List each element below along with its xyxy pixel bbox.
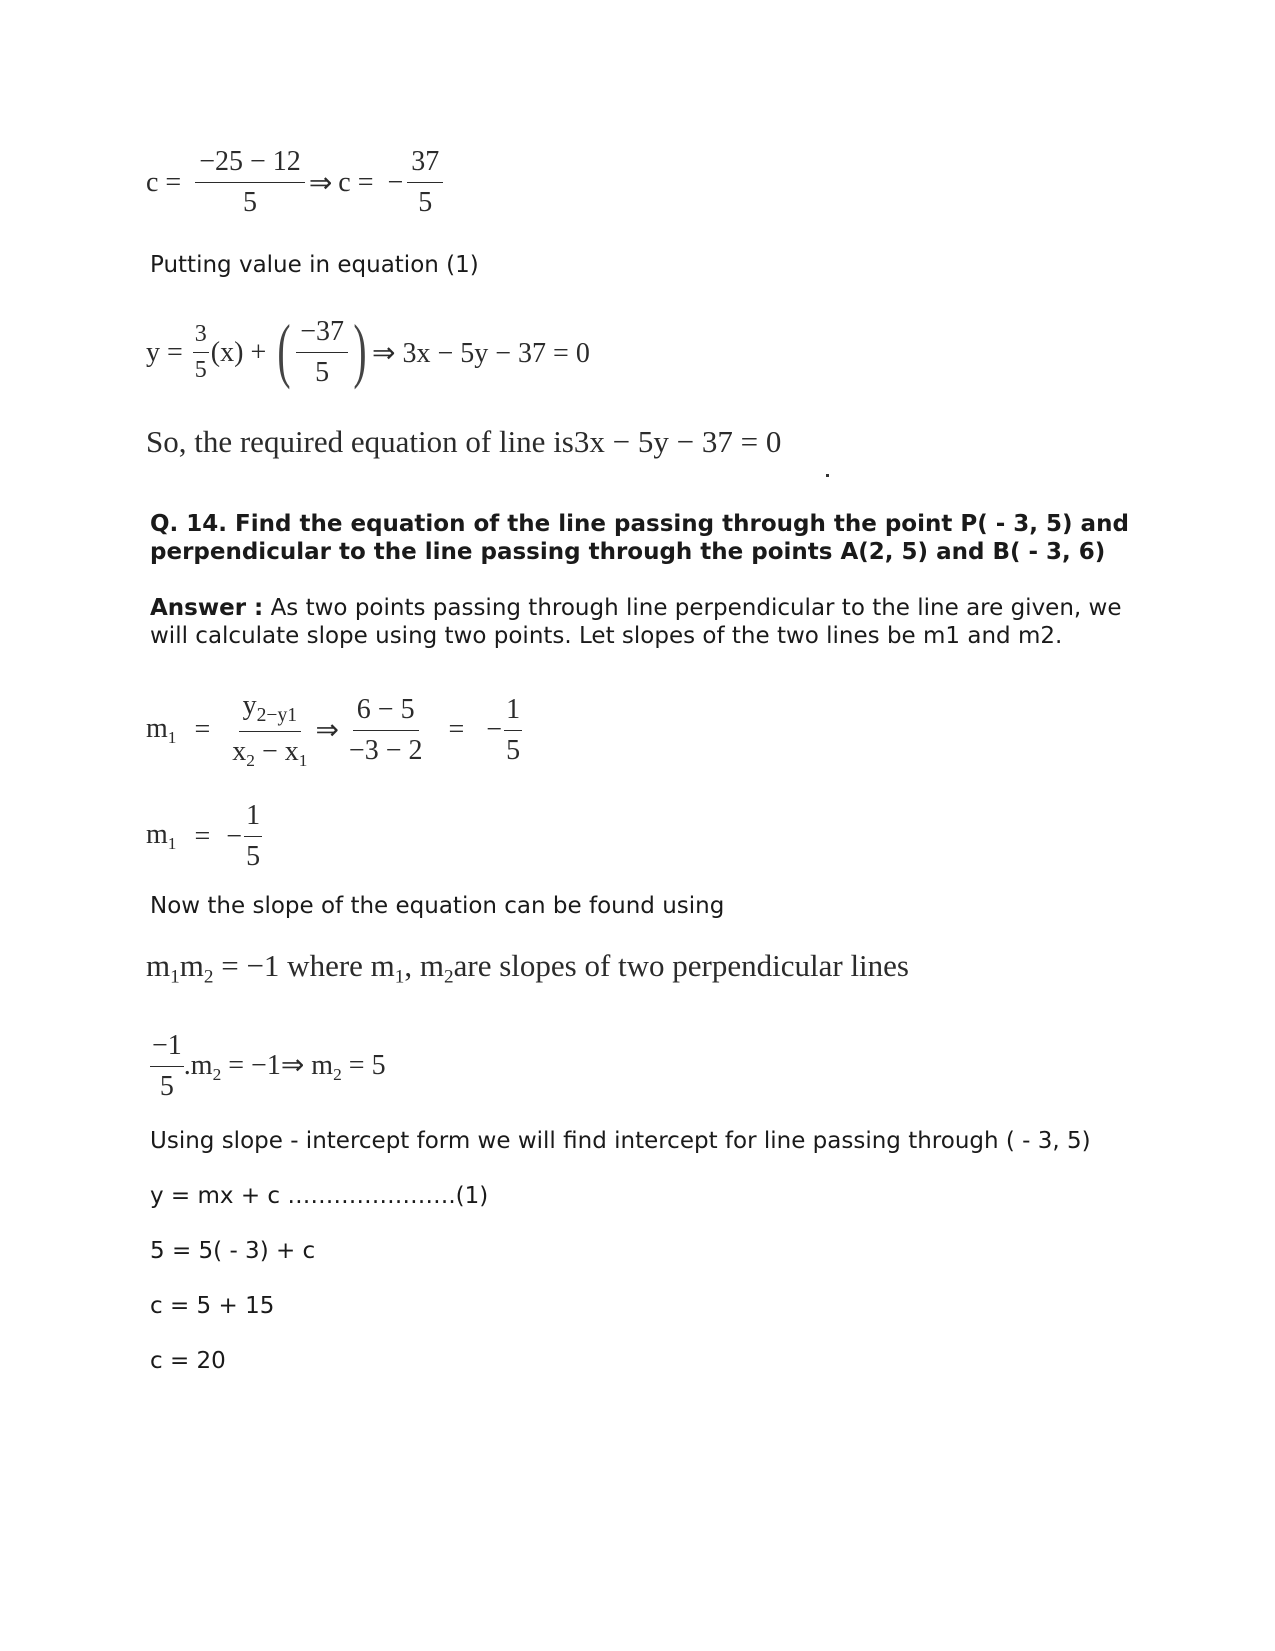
answer-paragraph	[150, 594, 1130, 650]
perpendicular-condition-line: $m_1m_2 = -1$ where $m_1$, $m_2are$ slopes of two perpendicular lines	[146, 948, 909, 988]
eq-c-fraction-1	[195, 146, 305, 219]
eq-c-lhs: c =	[146, 166, 182, 198]
equation-c-result: c = 20	[150, 1348, 226, 1374]
eq-y-fraction-1	[193, 321, 209, 384]
m1-result-denominator: 5	[246, 841, 261, 872]
required-equation-line: So, the required equation of line is3x − 5y − 37 = 0	[146, 424, 782, 459]
equation-y-mx-c: y = mx + c ………………….(1)	[150, 1183, 489, 1209]
m2-fraction-numerator: −1	[150, 1030, 184, 1067]
equals-sign: =	[194, 820, 211, 852]
equation-m1-slope	[146, 690, 522, 771]
implies-symbol: ⇒	[308, 167, 333, 199]
slope-result-numerator: 1	[504, 694, 522, 731]
slope-value-denominator: −3 − 2	[348, 734, 423, 766]
equation-m2	[150, 1030, 386, 1103]
eq-y-denominator-1: 5	[194, 357, 207, 383]
eq-y-numerator-2: −37	[296, 316, 348, 353]
putting-value-text: Putting value in equation (1)	[150, 252, 479, 278]
minus-sign: −	[387, 166, 404, 198]
answer-text: As two points passing through line perpendicular to the line are given, we will calculate slope using two points. Let slopes of the two lines be m1 and m2.	[150, 595, 1122, 649]
eq-c-denominator-2: 5	[418, 187, 433, 218]
minus-sign: −	[486, 714, 503, 746]
eq-y-rhs: ⇒ 3x − 5y − 37 = 0	[372, 337, 590, 369]
slope-formula-fraction	[228, 690, 311, 771]
implies-symbol: ⇒	[315, 715, 339, 747]
m2-expression: $.m_2$ = −1⇒ $m_2 = 5$	[183, 1049, 386, 1085]
eq-y-denominator-2: 5	[315, 357, 330, 388]
equation-y-line	[146, 309, 590, 390]
slope-formula-denominator: $x_2 - x_1$	[232, 735, 308, 770]
equation-c-value	[146, 146, 443, 219]
m1-result-numerator: 1	[244, 800, 262, 837]
equation-substitution: 5 = 5( - 3) + c	[150, 1238, 316, 1264]
eq-y-numerator-1: 3	[193, 321, 209, 353]
slope-formula-numerator: $y_{2-y1}$	[239, 690, 301, 732]
eq-c-denominator-1: 5	[243, 187, 258, 218]
eq-c-lhs-2: c =	[338, 166, 374, 198]
eq-y-lhs: y =	[146, 336, 183, 368]
left-paren: (	[277, 309, 291, 390]
eq-c-fraction-2	[407, 146, 443, 219]
eq-c-numerator-1: −25 − 12	[195, 146, 305, 183]
equals-sign-2: =	[448, 714, 465, 746]
equals-sign: =	[194, 714, 211, 746]
m1-result-fraction	[244, 800, 262, 873]
equation-m1-result	[146, 800, 262, 873]
slope-result-fraction	[504, 694, 522, 767]
slope-intercept-text: Using slope - intercept form we will find intercept for line passing through ( - 3, 5)	[150, 1128, 1091, 1154]
minus-sign: −	[226, 820, 243, 852]
slope-result-denominator: 5	[506, 734, 521, 766]
equation-c-sum: c = 5 + 15	[150, 1293, 275, 1319]
eq-c-numerator-2: 37	[407, 146, 443, 183]
slope-value-fraction	[345, 694, 427, 767]
m1-symbol: $m_1$	[146, 818, 177, 854]
answer-label: Answer :	[150, 595, 264, 621]
m1-symbol: $m_1$	[146, 712, 177, 747]
slope-value-numerator: 6 − 5	[353, 694, 419, 731]
now-slope-text: Now the slope of the equation can be found using	[150, 893, 725, 919]
stray-dot	[826, 474, 829, 477]
eq-y-fraction-2	[296, 316, 348, 389]
question-14: Q. 14. Find the equation of the line passing through the point P( - 3, 5) and perpendicular to the line passing through the points A(2, 5) and B( - 3, 6)	[150, 511, 1129, 565]
right-paren: )	[353, 309, 367, 390]
m2-fraction-denominator: 5	[159, 1071, 174, 1102]
eq-y-x-term: (x) +	[210, 336, 267, 368]
m2-fraction	[150, 1030, 184, 1103]
